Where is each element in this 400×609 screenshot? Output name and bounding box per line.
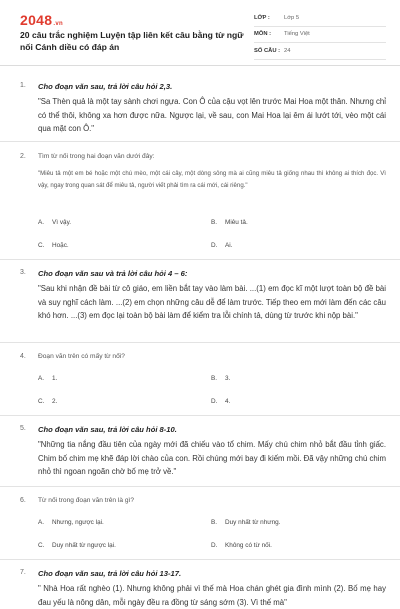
- site-logo[interactable]: [20, 12, 63, 28]
- option-b[interactable]: [211, 375, 230, 382]
- question-heading: Đoạn văn trên có mấy từ nối?: [38, 353, 125, 360]
- question-heading: Tìm từ nối trong hai đoạn văn dưới đây:: [38, 153, 155, 160]
- option-text: 2.: [52, 398, 58, 405]
- option-d[interactable]: [211, 242, 232, 249]
- option-letter: A.: [38, 375, 45, 382]
- meta-row-subject: [254, 27, 386, 44]
- option-letter: D.: [211, 242, 218, 249]
- question-number: 5.: [20, 425, 26, 432]
- option-text: Duy nhất từ nhưng.: [225, 519, 281, 526]
- logo-suffix: .vn: [53, 21, 63, 27]
- meta-row-count: [254, 43, 386, 60]
- question-heading: Cho đoạn văn sau, trả lời câu hỏi 2,3.: [38, 82, 173, 91]
- option-text: Duy nhất từ ngược lại.: [52, 542, 116, 549]
- question-heading: Cho đoạn văn sau, trả lời câu hỏi 13-17.: [38, 569, 182, 578]
- option-a[interactable]: [38, 219, 71, 226]
- option-b[interactable]: [211, 519, 280, 526]
- page-title: 20 câu trắc nghiệm Luyện tập liên kết câu bằng từ ngữ nối Cánh diều có đáp án: [20, 30, 244, 52]
- logo-main: 2048: [20, 12, 53, 28]
- question-heading: Cho đoạn văn sau, trả lời câu hỏi 8-10.: [38, 425, 177, 434]
- option-letter: A.: [38, 219, 45, 226]
- question-passage: "Sa Thèn quả là một tay sành chơi ngựa. Con Ô của cậu vọt lên trước Mai Hoa một thân. Nhưng chỉ có thể thôi, không xa hơn được nữa. Ngược lại, về sau, con Mai Hoa lại êm ái lướt tới, vèo một cái qua mặt con Ô.": [38, 97, 386, 133]
- option-c[interactable]: [38, 242, 69, 249]
- option-c[interactable]: [38, 398, 57, 405]
- divider: [0, 259, 400, 260]
- meta-table: [254, 10, 386, 60]
- meta-key: SỐ CÂU :: [254, 47, 281, 54]
- question-passage: "Sau khi nhận đề bài từ cô giáo, em liền bắt tay vào làm bài. ...(1) em đọc kĩ một lượt toàn bộ đề bài và suy nghĩ cách làm. ...(2) em chọn những câu dễ để làm trước. Tiếp theo em mới làm đến các câu khó hơn. ...(3) em đọc lại toàn bộ bài làm để kiểm tra lỗi chính tả, dùng từ trước khi nộp bài.": [38, 284, 386, 320]
- meta-key: LỚP :: [254, 14, 270, 21]
- option-text: Ai.: [225, 242, 233, 249]
- option-letter: C.: [38, 398, 45, 405]
- option-letter: B.: [211, 519, 218, 526]
- divider: [0, 415, 400, 416]
- option-text: Miêu tả.: [225, 219, 248, 226]
- option-d[interactable]: [211, 398, 230, 405]
- option-text: 4.: [225, 398, 231, 405]
- option-text: Hoặc.: [52, 242, 69, 249]
- meta-value: 24: [284, 47, 291, 54]
- divider: [0, 141, 400, 142]
- option-letter: B.: [211, 375, 218, 382]
- question-number: 3.: [20, 269, 26, 276]
- option-text: 3.: [225, 375, 231, 382]
- option-text: Nhưng, ngược lại.: [52, 519, 104, 526]
- option-d[interactable]: [211, 542, 272, 549]
- option-c[interactable]: [38, 542, 116, 549]
- option-letter: C.: [38, 542, 45, 549]
- divider: [0, 342, 400, 343]
- question-number: 7.: [20, 569, 26, 576]
- question-number: 6.: [20, 497, 26, 504]
- question-heading: Từ nối trong đoạn văn trên là gì?: [38, 497, 135, 504]
- option-letter: D.: [211, 398, 218, 405]
- page-header: [0, 0, 400, 66]
- option-letter: B.: [211, 219, 218, 226]
- option-b[interactable]: [211, 219, 248, 226]
- meta-key: MÔN :: [254, 31, 272, 38]
- divider: [0, 559, 400, 560]
- option-text: 1.: [52, 375, 58, 382]
- option-text: Không có từ nối.: [225, 542, 272, 549]
- option-letter: A.: [38, 519, 45, 526]
- question-heading: Cho đoạn văn sau và trả lời câu hỏi 4 – 6:: [38, 269, 188, 278]
- question-number: 4.: [20, 353, 26, 360]
- meta-value: Lớp 5: [284, 14, 300, 21]
- meta-value: Tiếng Việt: [284, 31, 310, 38]
- option-letter: D.: [211, 542, 218, 549]
- option-a[interactable]: [38, 375, 57, 382]
- question-number: 1.: [20, 82, 26, 89]
- question-passage: "Những tia nắng đầu tiên của ngày mới đã chiếu vào tổ chim. Mấy chú chim nhỏ bắt đầu tỉnh giấc. Chim bố chim mẹ khẽ đáp lời chào của con. Rồi chúng mới bay đi kiếm mồi. Đã vậy những chú chim nhỏ thì ngoan ngoãn chờ bố mẹ trở về.": [38, 440, 386, 476]
- question-passage: " Nhà Hoa rất nghèo (1). Nhưng không phải vì thế mà Hoa chán ghét gia đình mình (2). Bố mẹ hay đau yếu là nông dân, mỗi ngày đều ra đồng từ sáng sớm (3). Vì thế mà": [38, 584, 386, 607]
- meta-row-class: [254, 10, 386, 27]
- option-text: Vì vậy.: [52, 219, 72, 226]
- divider: [0, 486, 400, 487]
- option-letter: C.: [38, 242, 45, 249]
- option-a[interactable]: [38, 519, 104, 526]
- question-passage: "Miêu tả một em bé hoặc một chú mèo, một cái cây, một dòng sông mà ai cũng miêu tả giống nhau thì không ai thích đọc. Vì vậy, ngay trong quan sát để miêu tả, người viết phải tìm ra cái mới, cái riêng.": [38, 170, 386, 189]
- question-number: 2.: [20, 153, 26, 160]
